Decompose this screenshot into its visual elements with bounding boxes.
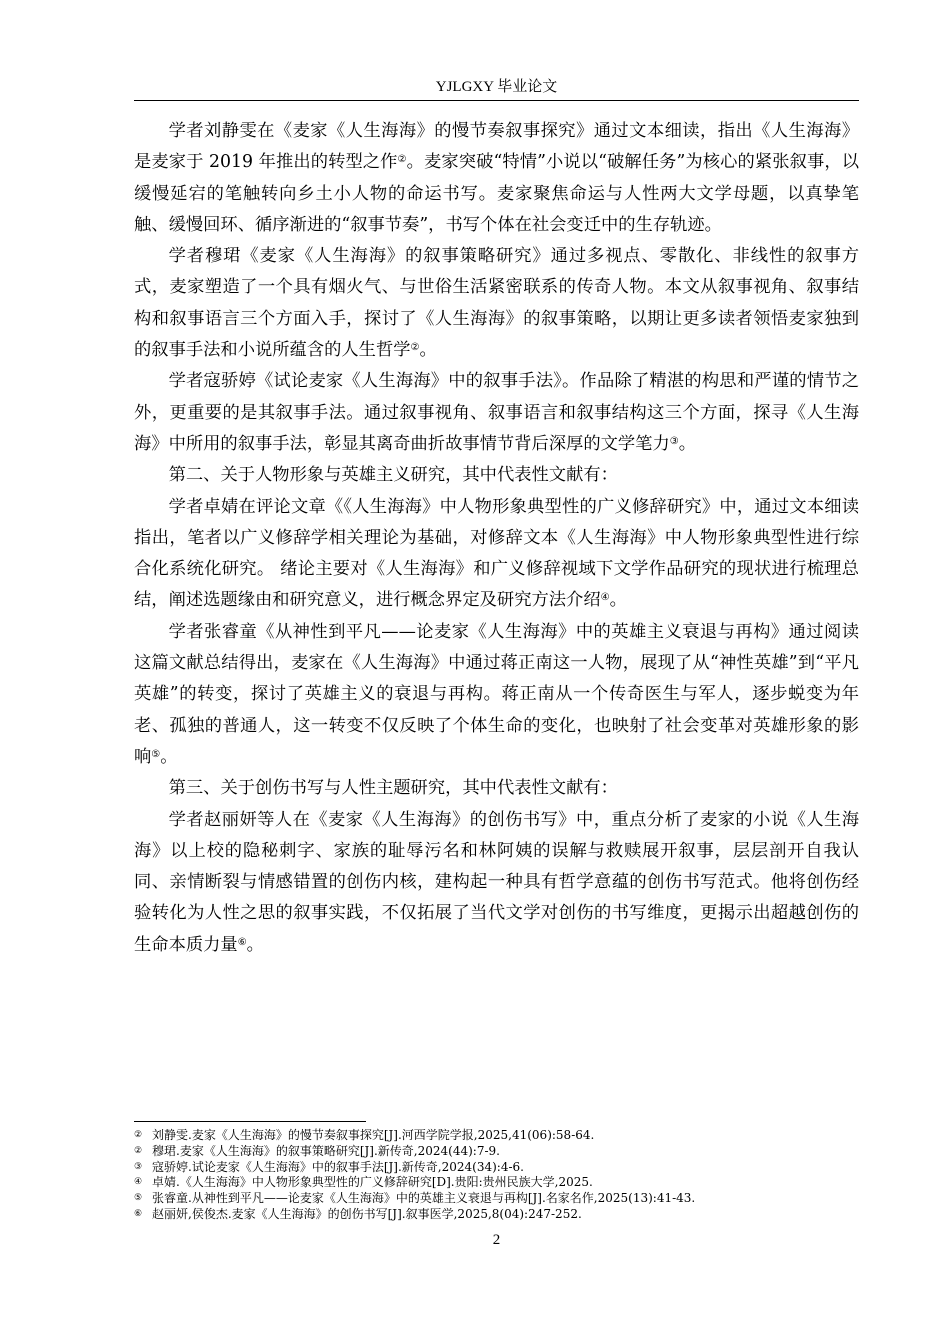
- paragraph-text: 第二、关于人物形象与英雄主义研究，其中代表性文献有：: [168, 465, 618, 486]
- footnote: [134, 1207, 859, 1223]
- footnote-ref: ④: [600, 592, 610, 604]
- body-text: [134, 116, 859, 961]
- paragraph-text: 学者张睿童《从神性到平凡——论麦家《人生海海》中的英雄主义衰退与再构》通过阅读这篇文献总结得出，麦家在《人生海海》中通过蒋正南这一人物，展现了从“神性英雄”到“平凡英雄”的转变，探讨了英雄主义的衰退与再构。蒋正南从一个传奇医生与军人，逐步蜕变为年老、孤独的普通人，这一转变不仅反映了个体生命的变化，也映射了社会变革对英雄形象的影响: [134, 621, 859, 767]
- paragraph-text: 学者寇骄婷《试论麦家《人生海海》中的叙事手法》。作品除了精湛的构思和严谨的情节之外，更重要的是其叙事手法。通过叙事视角、叙事语言和叙事结构这三个方面，探寻《人生海海》中所用的叙事手法，彰显其离奇曲折故事情节背后深厚的文学笔力: [134, 371, 859, 454]
- paragraph-text: 。: [419, 340, 437, 361]
- paragraph-text: 学者刘静雯在《麦家《人生海海》的慢节奏叙事探究》通过文本细读，指出《人生海海》是麦家于 2019 年推出的转型之作: [134, 121, 859, 173]
- section-heading: [134, 460, 859, 491]
- paragraph: [134, 366, 859, 460]
- paragraph: [134, 617, 859, 773]
- footnote-mark: ②: [134, 1130, 143, 1140]
- paragraph-text: 学者卓婧在评论文章《《人生海海》中人物形象典型性的广义修辞研究》中，通过文本细读指出，笔者以广义修辞学相关理论为基础，对修辞文本《人生海海》中人物形象典型性进行综合化系统化研究。 绪论主要对《人生海海》和广义修辞视域下文学作品研究的现状进行梳理总结，阐述选题缘由和研究意义，进行概念界定及研究方法介绍: [134, 496, 859, 611]
- paragraph-text: 。: [609, 590, 627, 611]
- page-number: 2: [492, 1232, 501, 1248]
- footnote-ref: ⑤: [151, 748, 161, 760]
- footnote-text: 赵丽妍,侯俊杰.麦家《人生海海》的创伤书写[J].叙事医学,2025,8(04):247-252.: [152, 1206, 582, 1221]
- footnote-text: 刘静雯.麦家《人生海海》的慢节奏叙事探究[J].河西学院学报,2025,41(06):58-64.: [152, 1128, 595, 1142]
- paragraph-text: 。: [678, 433, 696, 454]
- footnotes: [134, 1128, 859, 1223]
- paragraph-text: 。: [246, 934, 264, 955]
- footnote-mark: ⑥: [134, 1208, 143, 1219]
- footnote: [134, 1128, 859, 1144]
- footnote: [134, 1191, 859, 1207]
- footnote: [134, 1175, 859, 1191]
- paragraph: [134, 492, 859, 617]
- paragraph-text: 学者穆珺《麦家《人生海海》的叙事策略研究》通过多视点、零散化、非线性的叙事方式，麦家塑造了一个具有烟火气、与世俗生活紧密联系的传奇人物。本文从叙事视角、叙事结构和叙事语言三个方面入手，探讨了《人生海海》的叙事策略，以期让更多读者领悟麦家独到的叙事手法和小说所蕴含的人生哲学: [134, 246, 859, 361]
- paragraph-text: 学者赵丽妍等人在《麦家《人生海海》的创伤书写》中，重点分析了麦家的小说《人生海海》以上校的隐秘刺字、家族的耻辱污名和林阿姨的误解与救赎展开叙事，层层剖开自我认同、亲情断裂与情感错置的创伤内核，建构起一种具有哲学意蕴的创伤书写范式。他将创伤经验转化为人性之思的叙事实践，不仅拓展了当代文学对创伤的书写维度，更揭示出超越创伤的生命本质力量: [134, 809, 859, 955]
- paragraph: [134, 805, 859, 961]
- page-header: YJLGXY 毕业论文: [435, 79, 558, 95]
- footnote-text: 张睿童.从神性到平凡——论麦家《人生海海》中的英雄主义衰退与再构[J].名家名作,2025(13):41-43.: [152, 1191, 696, 1206]
- footnote-text: 卓婧.《人生海海》中人物形象典型性的广义修辞研究[D].贵阳:贵州民族大学,2025.: [152, 1175, 593, 1190]
- footnote-text: 寇骄婷.试论麦家《人生海海》中的叙事手法[J].新传奇,2024(34):4-6.: [152, 1159, 524, 1174]
- paragraph-text: 。: [160, 746, 178, 767]
- footnote-ref: ②: [410, 342, 420, 354]
- footnote-ref: ⑥: [237, 936, 247, 948]
- footnote-divider: [134, 1121, 366, 1122]
- paragraph: [134, 116, 859, 241]
- footnote-mark: ⑤: [134, 1193, 143, 1204]
- header-divider: [134, 100, 859, 101]
- footnote: [134, 1160, 859, 1176]
- footnote: [134, 1144, 859, 1160]
- footnote-mark: ②: [134, 1145, 143, 1156]
- footnote-mark: ③: [134, 1161, 143, 1172]
- paragraph-text: 第三、关于创伤书写与人性主题研究，其中代表性文献有：: [168, 778, 618, 799]
- footnote-mark: ④: [134, 1177, 143, 1188]
- footnote-ref: ②: [397, 154, 407, 166]
- paragraph-text: 。麦家突破“特情”小说以“破解任务”为核心的紧张叙事，以缓慢延宕的笔触转向乡土小人物的命运书写。麦家聚焦命运与人性两大文学母题，以真挚笔触、缓慢回环、循序渐进的“叙事节奏”，书写个体在社会变迁中的生存轨迹。: [134, 152, 860, 235]
- section-heading: [134, 773, 859, 804]
- paragraph: [134, 241, 859, 366]
- footnote-text: 穆珺.麦家《人生海海》的叙事策略研究[J].新传奇,2024(44):7-9.: [152, 1143, 500, 1158]
- footnote-ref: ③: [669, 435, 679, 447]
